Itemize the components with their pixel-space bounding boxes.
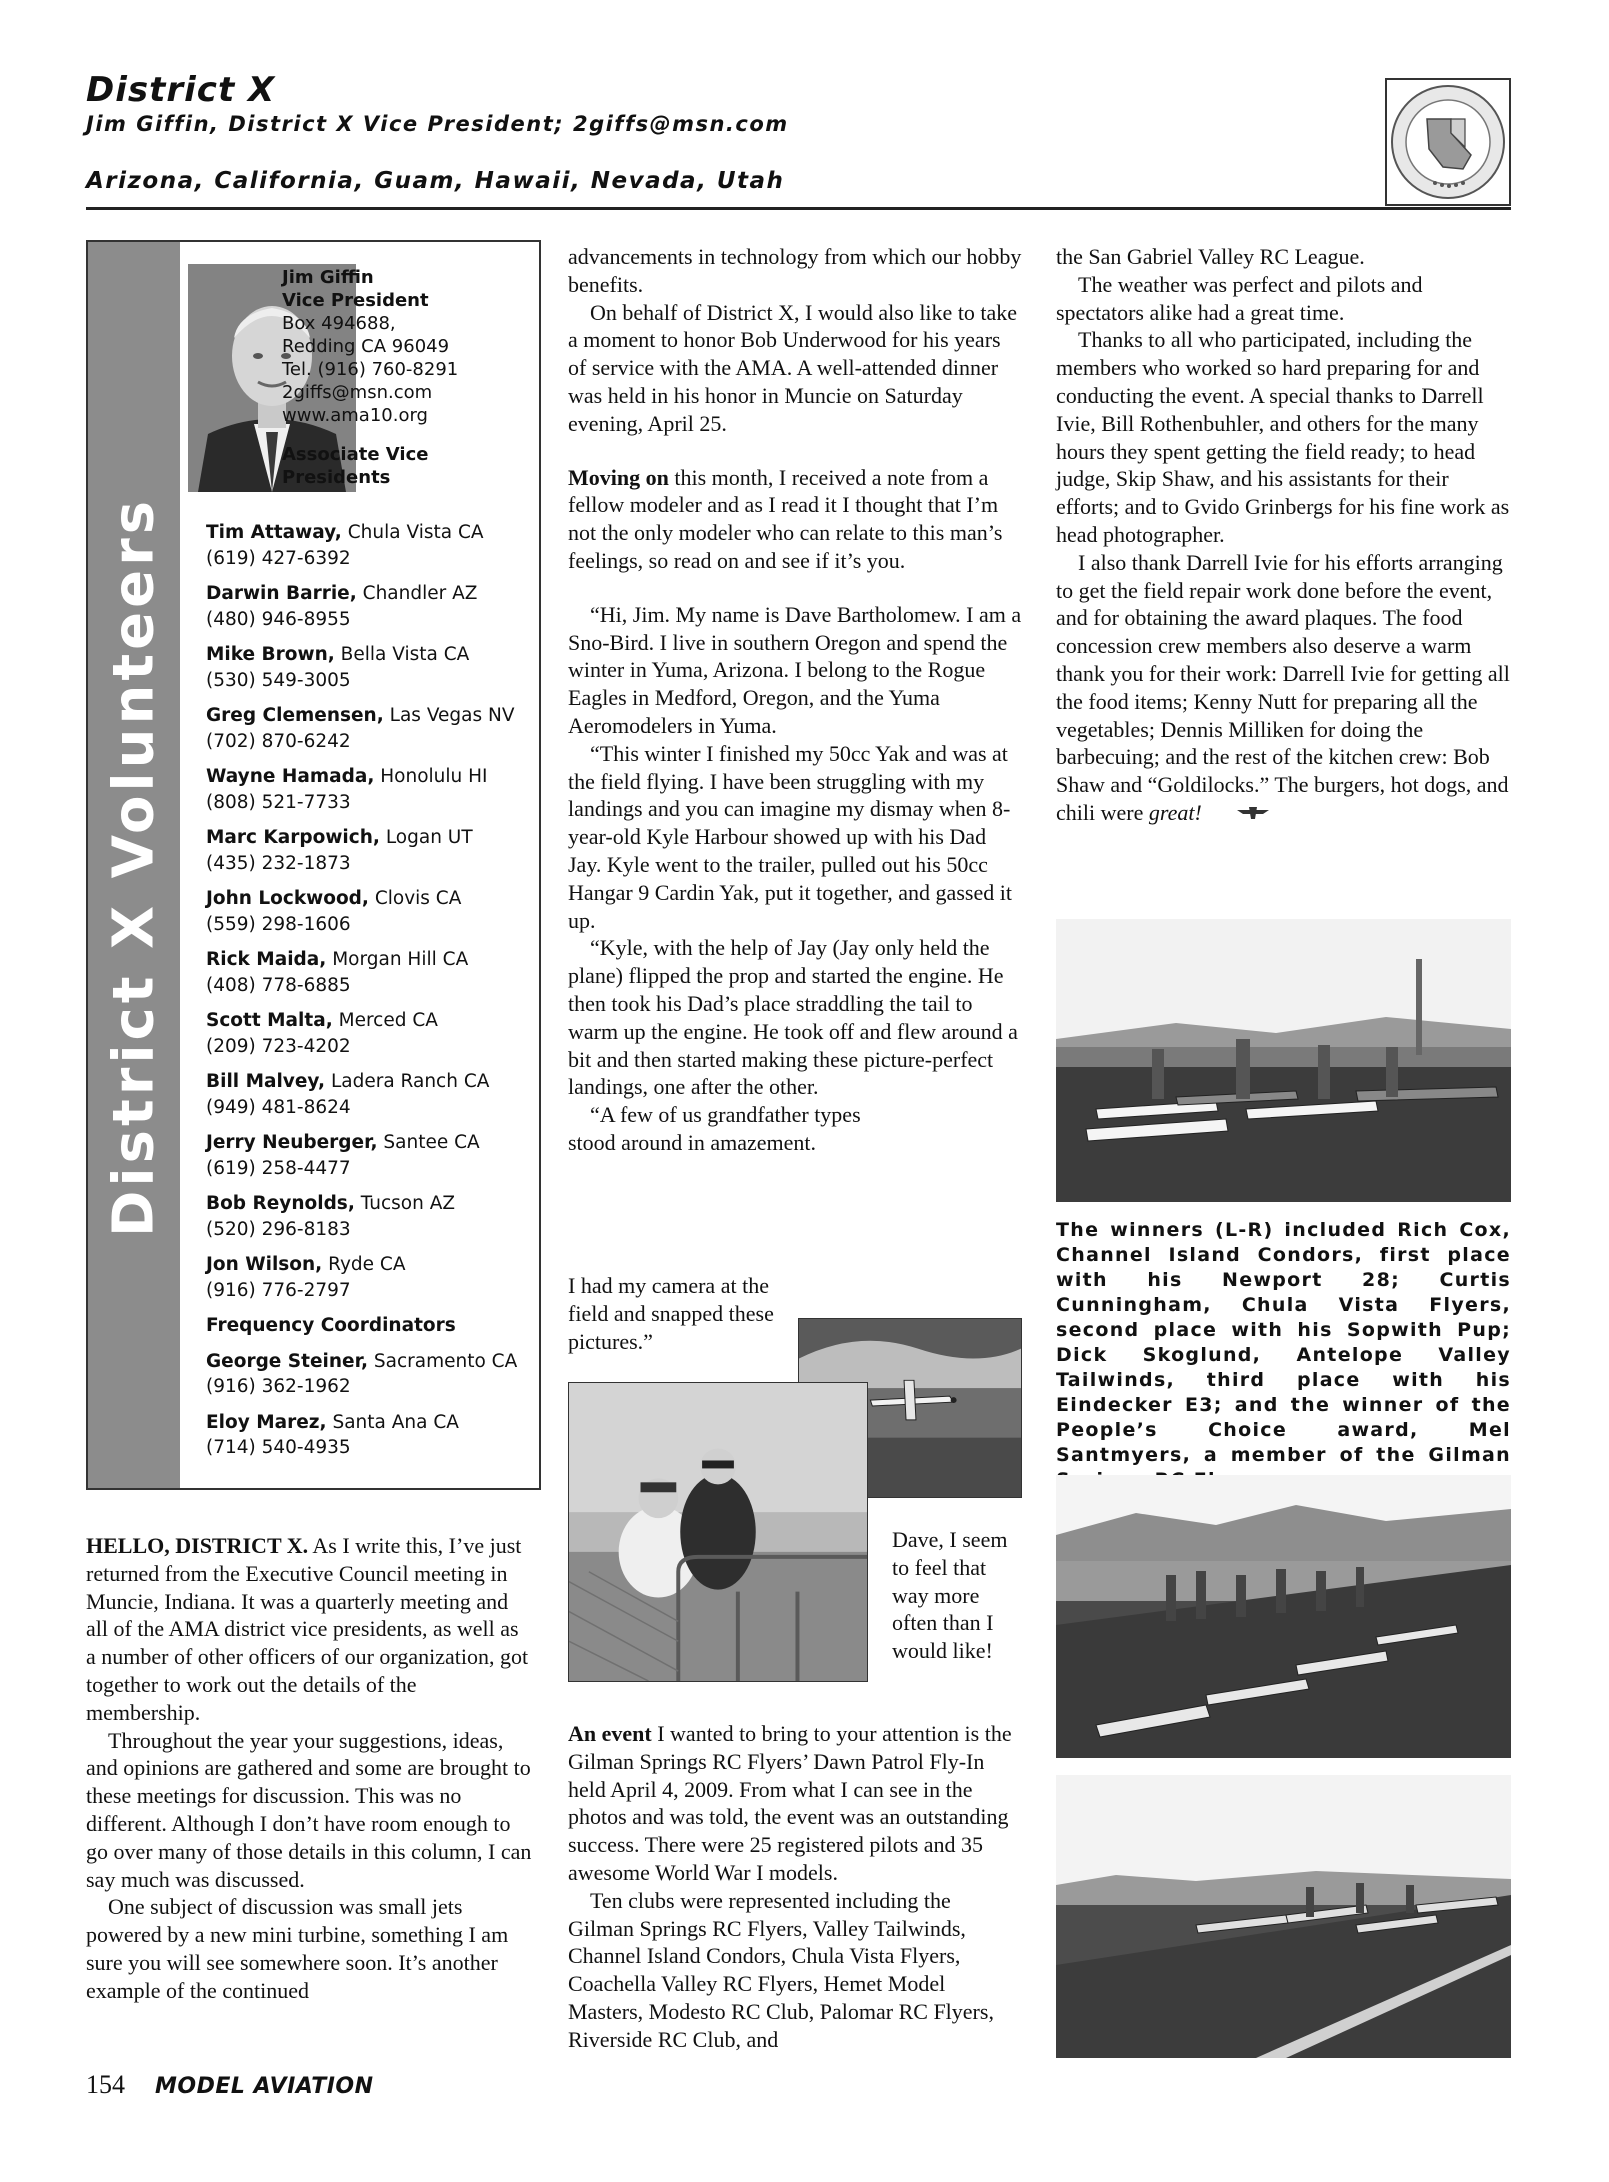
vp-title: Vice President: [282, 290, 429, 311]
district-title: District X: [86, 70, 276, 110]
paragraph-text: this month, I received a note from a fellow modeler and as I read it I thought that I’m not the only modeler who can relate to this man’s feelings, so read on and see if it’s you.: [568, 464, 1003, 573]
paragraph: “Kyle, with the help of Jay (Jay only held the plane) flipped the prop and started the engine. He then took his Dad’s place straddling the tail to warm up the engine. He took off and flew around a bit and then started making these picture-perfect landings, one after the other.: [568, 935, 1018, 1100]
freq-heading: Frequency Coordinators: [206, 1315, 456, 1336]
paragraph: “A few of us grandfather types stood around in amazement.: [568, 1102, 861, 1155]
paragraph: On behalf of District X, I would also like to take a moment to honor Bob Underwood for his years of service with the AMA. A well-attended dinner was held in his honor in Muncie on Saturday evening, April 25.: [568, 299, 1018, 436]
person-name: Scott Malta,: [206, 1010, 333, 1031]
person-city: Ladera Ranch CA: [330, 1071, 490, 1092]
paragraph: “This winter I finished my 50cc Yak and was at the field flying. I have been struggling with my landings and you can imagine my dismay when 8-year-old Kyle Harbour showed up with his Dad Jay. Kyle went to the trailer, pulled out his 50cc Hangar 9 Cardin Yak, put it together, and gassed it up.: [568, 740, 1012, 933]
person-city: Chandler AZ: [362, 583, 478, 604]
list-item: [206, 1130, 517, 1181]
person-phone: (209) 723-4202: [206, 1035, 351, 1057]
list-item: [206, 642, 517, 693]
person-phone: (559) 298-1606: [206, 913, 351, 935]
header-rule: [86, 207, 1511, 210]
person-name: Tim Attaway,: [206, 522, 342, 543]
lead-in: An event: [568, 1721, 652, 1746]
vp-email: 2giffs@msn.com: [282, 382, 433, 403]
list-item: [206, 947, 517, 998]
volunteers-sidebar: [86, 240, 541, 1490]
paragraph: the San Gabriel Valley RC League.: [1056, 244, 1365, 269]
person-city: Honolulu HI: [380, 766, 488, 787]
vp-phone: Tel. (916) 760-8291: [282, 359, 459, 380]
ama-end-icon: [1213, 801, 1271, 829]
spectators-photo: [568, 1382, 868, 1682]
person-name: Wayne Hamada,: [206, 766, 375, 787]
person-city: Logan UT: [385, 827, 473, 848]
article-column-2-wrap: [568, 1272, 790, 1355]
person-name: Rick Maida,: [206, 949, 327, 970]
article-column-2-bottom: [568, 1720, 1022, 2054]
vp-website: www.ama10.org: [282, 405, 428, 426]
lead-in: Moving on: [568, 464, 669, 490]
planes-lineup-photo-2: [1056, 1775, 1511, 2058]
person-name: Eloy Marez,: [206, 1411, 327, 1433]
volunteers-strip-label: District X Volunteers: [101, 496, 167, 1238]
vp-address-line: Redding CA 96049: [282, 336, 450, 357]
paragraph: advancements in technology from which our hobby benefits.: [568, 244, 1022, 297]
paragraph: The weather was perfect and pilots and spectators alike had a great time.: [1056, 271, 1423, 325]
winners-photo: [1056, 919, 1511, 1202]
person-name: George Steiner,: [206, 1350, 369, 1372]
person-name: Darwin Barrie,: [206, 583, 357, 604]
person-phone: (949) 481-8624: [206, 1096, 351, 1118]
paragraph: “Hi, Jim. My name is Dave Bartholomew. I am a Sno-Bird. I live in southern Oregon and spend the winter in Yuma, Arizona. I belong to the Rogue Eagles in Medford, Oregon, and the Yuma Aeromodelers in Yuma.: [568, 601, 1022, 738]
vp-contact-block: [282, 266, 458, 489]
volunteers-strip: [88, 242, 180, 1488]
person-city: Merced CA: [338, 1010, 438, 1031]
person-name: John Lockwood,: [206, 888, 369, 909]
list-item: [206, 1191, 517, 1242]
person-name: Marc Karpowich,: [206, 827, 380, 848]
list-item: [206, 825, 517, 876]
paragraph-text: I wanted to bring to your attention is the Gilman Springs RC Flyers’ Dawn Patrol Fly-In held April 4, 2009. From what I can see in the photos and was told, the event was an outstanding success. There were 25 registered pilots and 35 awesome World War I models.: [568, 1721, 1012, 1885]
list-item: [206, 520, 517, 571]
article-column-1: [86, 1532, 532, 2005]
paragraph: One subject of discussion was small jets powered by a new mini turbine, something I am sure you will see somewhere soon. It’s another example of the continued: [86, 1894, 509, 2003]
page-footer: [86, 2070, 374, 2100]
person-phone: (520) 296-8183: [206, 1218, 351, 1240]
person-phone: (702) 870-6242: [206, 730, 351, 752]
person-phone: (714) 540-4935: [206, 1437, 351, 1458]
lead-in: HELLO, DISTRICT X.: [86, 1533, 309, 1558]
person-city: Tucson AZ: [360, 1193, 456, 1214]
person-phone: (435) 232-1873: [206, 852, 351, 874]
person-phone: (808) 521-7733: [206, 791, 351, 813]
person-name: Greg Clemensen,: [206, 705, 384, 726]
district-vp-byline: Jim Giffin, District X Vice President; 2giffs@msn.com: [86, 112, 789, 136]
planes-lineup-photo-1: [1056, 1475, 1511, 1758]
paragraph: [568, 1720, 1022, 1887]
paragraph: Ten clubs were represented including the Gilman Springs RC Flyers, Valley Tailwinds, Channel Island Condors, Chula Vista Flyers, Coachella Valley RC Flyers, Hemet Model Masters, Modesto RC Club, Palomar RC Flyers, Riverside RC Club, and: [568, 1887, 994, 2052]
person-name: Mike Brown,: [206, 644, 335, 665]
person-city: Santee CA: [383, 1132, 480, 1153]
vp-name: Jim Giffin: [282, 267, 374, 288]
person-name: Jerry Neuberger,: [206, 1132, 378, 1153]
district-states: Arizona, California, Guam, Hawaii, Nevada, Utah: [86, 168, 785, 194]
list-item: [206, 703, 517, 754]
paragraph: Thanks to all who participated, including the members who worked so hard preparing for and conducting the event. A special thanks to Darrell Ivie, Bill Rothenbuhler, and others for the many hours they spent getting the field ready; to head judge, Skip Shaw, and his assistants for their efforts; and to Gvido Grinbergs for his fine work as head photographer.: [1056, 327, 1510, 547]
dave-aside: [892, 1526, 1028, 1665]
list-item: [206, 1069, 517, 1120]
winners-caption: The winners (L-R) included Rich Cox, Channel Island Condors, first place with his Newport 28; Curtis Cunningham, Chula Vista Flyers, second place with his Sopwith Pup; Dick Skoglund, Antelope Valley Tailwinds, third place with his Eindecker E3; and the winner of the People’s Choice award, Mel Santmyers, a member of the Gilman: [1056, 1219, 1511, 1466]
person-phone: (619) 427-6392: [206, 547, 351, 569]
paragraph: [568, 464, 1022, 575]
person-city: Sacramento CA: [373, 1350, 518, 1372]
person-city: Morgan Hill CA: [332, 949, 469, 970]
article-column-3: [1056, 243, 1511, 829]
person-phone: (619) 258-4477: [206, 1157, 351, 1179]
paragraph: Throughout the year your suggestions, ideas, and opinions are gathered and some are brought to these meetings for discussion. This was no different. Although I don’t have room enough to go over many of those details in this column, I can say much was discussed.: [86, 1727, 532, 1892]
person-phone: (408) 778-6885: [206, 974, 351, 996]
person-phone: (916) 362-1962: [206, 1376, 351, 1397]
person-city: Las Vegas NV: [389, 705, 515, 726]
paragraph: I had my camera at the field and snapped these pictures.”: [568, 1273, 774, 1354]
associates-list: [206, 520, 517, 1471]
person-phone: (530) 549-3005: [206, 669, 351, 691]
person-name: Bill Malvey,: [206, 1071, 326, 1092]
person-name: Jon Wilson,: [206, 1254, 323, 1275]
list-item: [206, 1252, 517, 1303]
list-item: [206, 764, 517, 815]
person-city: Ryde CA: [328, 1254, 406, 1275]
magazine-name: MODEL AVIATION: [155, 2074, 374, 2099]
list-item: [206, 1349, 517, 1400]
district-seal-logo: [1385, 78, 1511, 206]
person-phone: (916) 776-2797: [206, 1279, 351, 1301]
paragraph: [1056, 549, 1511, 829]
list-item: [206, 1008, 517, 1059]
article-column-2: [568, 243, 1022, 1157]
person-city: Chula Vista CA: [347, 522, 484, 543]
list-item: [206, 886, 517, 937]
vp-address-line: Box 494688,: [282, 313, 396, 334]
list-item: [206, 1410, 517, 1461]
paragraph-text: I also thank Darrell Ivie for his efforts arranging to get the field repair work done before the event, and for obtaining the award plaques. The food concession crew members also deserve a warm thank you for their work: Darrell Ivie for getting all the food items; Kenny Nutt for preparing all the vegetables; Dennis Milliken for doing the barbecuing; and the rest of the kitchen crew: Bob Shaw and “Goldilocks.” The burgers, hot dogs, and chili were: [1056, 549, 1510, 825]
emphasis: great!: [1148, 799, 1202, 825]
paragraph: Dave, I seem to feel that way more often than I would like!: [892, 1527, 1008, 1664]
person-city: Clovis CA: [374, 888, 462, 909]
associates-heading: Associate Vice Presidents: [282, 444, 429, 488]
paragraph-text: As I write this, I’ve just returned from the Executive Council meeting in Muncie, Indiana. It was a quarterly meeting and all of the AMA district vice presidents, as well as a number of other officers of our organization, got together to work out the details of the membership.: [86, 1533, 529, 1725]
person-name: Bob Reynolds,: [206, 1193, 355, 1214]
list-item: [206, 581, 517, 632]
page-number: 154: [86, 2070, 125, 2099]
paragraph: [86, 1532, 532, 1727]
person-phone: (480) 946-8955: [206, 608, 351, 630]
person-city: Bella Vista CA: [340, 644, 470, 665]
person-city: Santa Ana CA: [332, 1411, 459, 1433]
